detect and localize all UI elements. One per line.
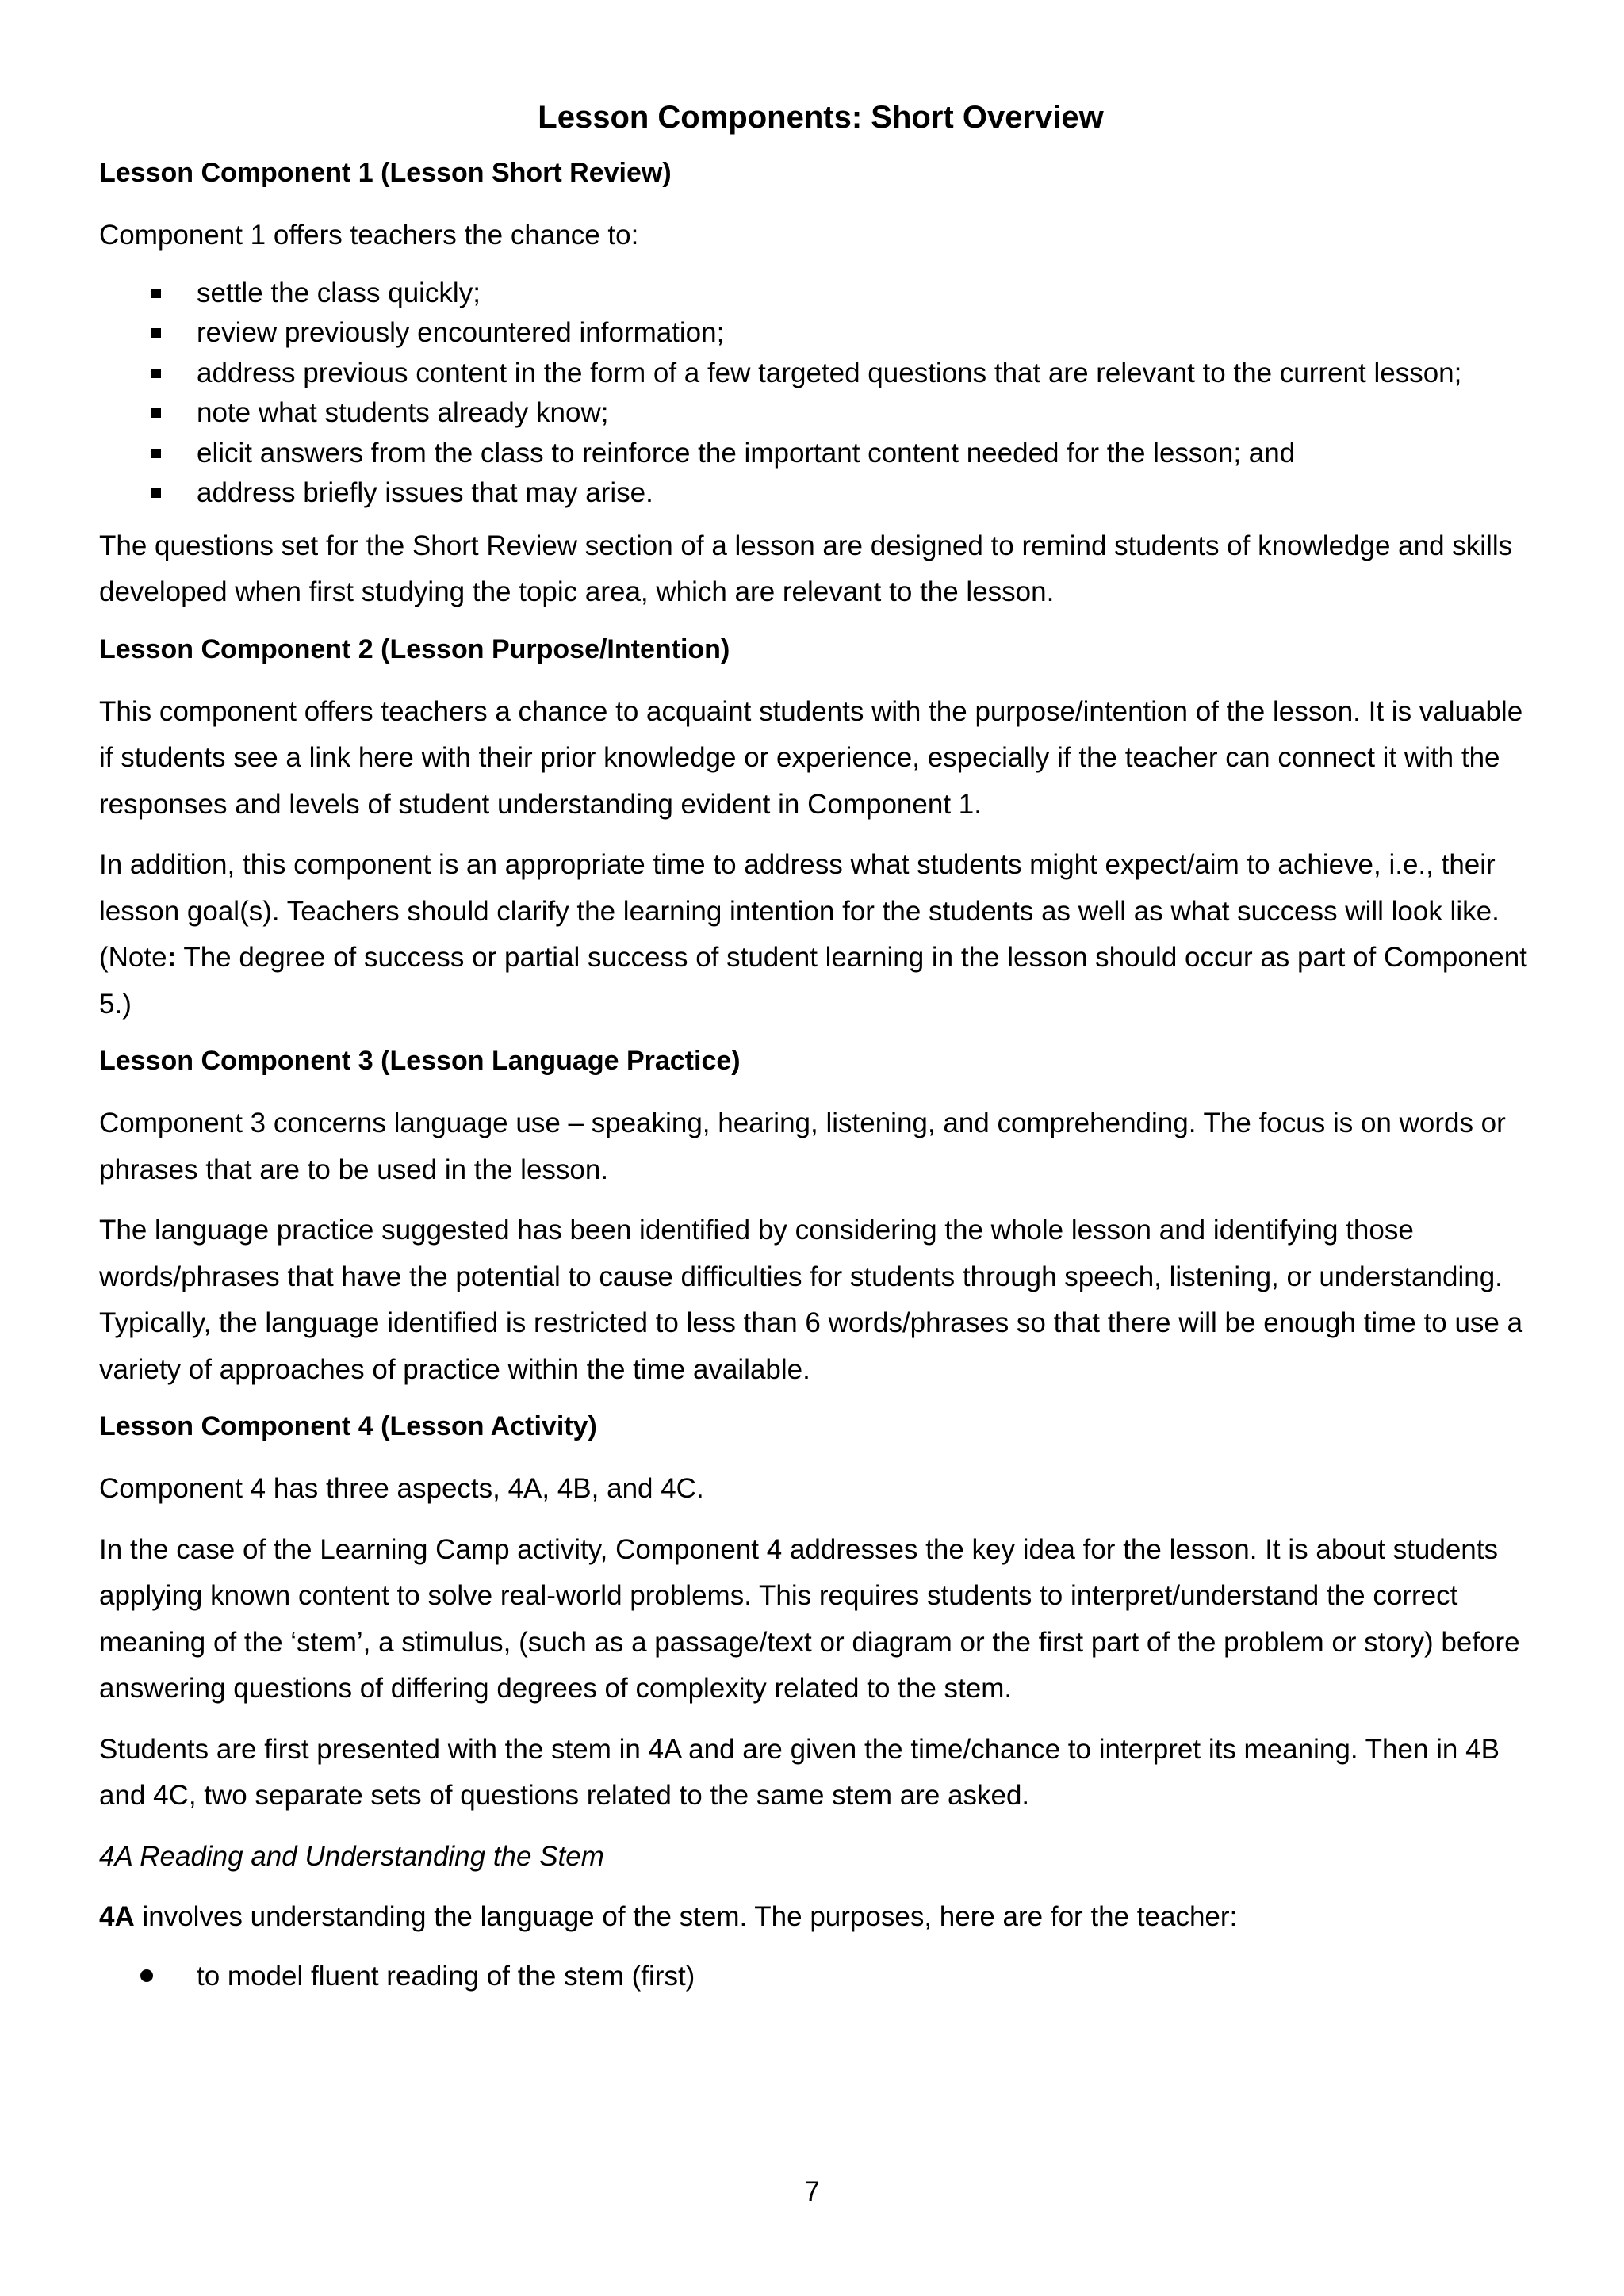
list-item	[99, 274, 1542, 314]
paragraph-text: In addition, this component is an appropriate time to address what students might expect/aim to achieve, i.e., their lesson goal(s). Teachers should clarify the learning intention for the students as well as what success will look like. (Note	[99, 849, 1500, 973]
list-item	[99, 1955, 1542, 1998]
list-item	[99, 393, 1542, 434]
subsection-heading-4a: 4A Reading and Understanding the Stem	[99, 1840, 604, 1872]
component-4-paragraph-3: Students are first presented with the stem in 4A and are given the time/chance to interpret its meaning. Then in 4B and 4C, two separate sets of questions related to the same stem are asked.	[99, 1733, 1500, 1811]
component-4-paragraph-2: In the case of the Learning Camp activity, Component 4 addresses the key idea for the lesson. It is about students applying known content to solve real-world problems. This requires students to interpret/understand the correct meaning of the ‘stem’, a stimulus, (such as a passage/text or diagram or the first part of the problem or story) before answering questions of differing degrees of complexity related to the stem.	[99, 1533, 1520, 1704]
paragraph-text: The degree of success or partial success of student learning in the lesson should occur as part of Component 5.)	[99, 942, 1527, 1020]
list-item	[99, 434, 1542, 474]
list-item-text: settle the class quickly;	[197, 277, 481, 308]
paragraph-bold-label: 4A	[99, 1901, 135, 1932]
square-bullet-icon	[151, 408, 161, 418]
section-heading-component-1: Lesson Component 1 (Lesson Short Review)	[99, 158, 672, 188]
list-item-text: to model fluent reading of the stem (first)	[197, 1960, 695, 1992]
square-bullet-icon	[151, 449, 161, 458]
square-bullet-icon	[151, 289, 161, 298]
square-bullet-icon	[151, 328, 161, 338]
component-4-paragraph-4	[99, 1894, 1542, 1941]
document-page	[99, 94, 1542, 1998]
component-1-paragraph: The questions set for the Short Review section of a lesson are designed to remind students of knowledge and skills developed when first studying the topic area, which are relevant to the lesson.	[99, 530, 1513, 607]
section-heading-component-2: Lesson Component 2 (Lesson Purpose/Intention)	[99, 633, 730, 664]
list-item	[99, 354, 1542, 394]
page-title: Lesson Components: Short Overview	[538, 100, 1104, 135]
component-1-intro: Component 1 offers teachers the chance to:	[99, 220, 639, 251]
component-2-paragraph-1: This component offers teachers a chance to acquaint students with the purpose/intention of the lesson. It is valuable if students see a link here with their prior knowledge or experience, especially if the teacher can connect it with the responses and levels of student understanding evident in Component 1.	[99, 695, 1523, 820]
component-4-paragraph-1: Component 4 has three aspects, 4A, 4B, and 4C.	[99, 1473, 704, 1504]
page-number: 7	[804, 2176, 820, 2207]
component-3-paragraph-1: Component 3 concerns language use – speaking, hearing, listening, and comprehending. The focus is on words or phrases that are to be used in the lesson.	[99, 1108, 1506, 1185]
square-bullet-icon	[151, 369, 161, 378]
square-bullet-icon	[151, 488, 161, 498]
component-2-paragraph-2	[99, 842, 1542, 1027]
list-item-text: note what students already know;	[197, 397, 609, 428]
component-4-bullet-list	[99, 1955, 1542, 1998]
section-heading-component-3: Lesson Component 3 (Lesson Language Practice)	[99, 1046, 741, 1076]
list-item	[99, 313, 1542, 354]
component-3-paragraph-2: The language practice suggested has been identified by considering the whole lesson and identifying those words/phrases that have the potential to cause difficulties for students through speech, listening, or understanding. Typically, the language identified is restricted to less than 6 words/phrases so that there will be enough time to use a variety of approaches of practice within the time available.	[99, 1215, 1523, 1385]
section-heading-component-4: Lesson Component 4 (Lesson Activity)	[99, 1411, 597, 1441]
paragraph-bold-colon: :	[167, 942, 177, 973]
list-item-text: elicit answers from the class to reinforce the important content needed for the lesson; and	[197, 437, 1296, 469]
round-bullet-icon	[140, 1969, 153, 1982]
list-item	[99, 473, 1542, 514]
component-1-bullet-list	[99, 274, 1542, 514]
paragraph-text: involves understanding the language of the stem. The purposes, here are for the teacher:	[134, 1901, 1238, 1932]
list-item-text: review previously encountered information;	[197, 317, 725, 348]
list-item-text: address previous content in the form of a few targeted questions that are relevant to the current lesson;	[197, 357, 1462, 388]
list-item-text: address briefly issues that may arise.	[197, 477, 653, 508]
